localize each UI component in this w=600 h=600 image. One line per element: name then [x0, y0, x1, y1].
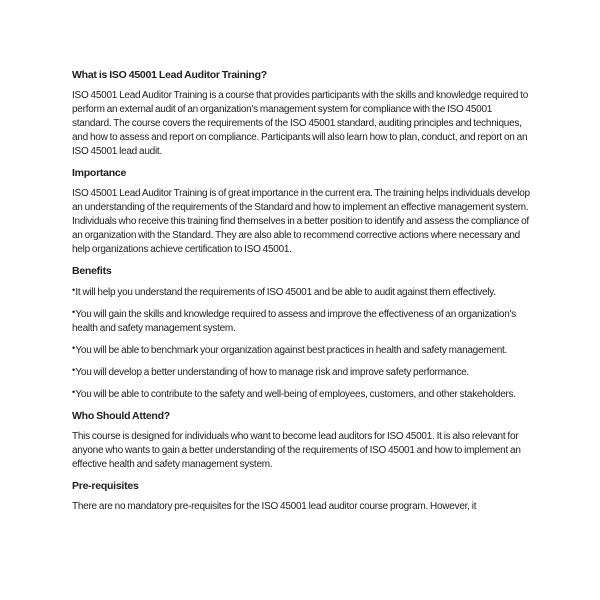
benefit-item-1 — [72, 285, 530, 300]
benefit-item-2 — [72, 307, 530, 336]
benefit-item-5-text: You will be able to contribute to the safety and well-being of employees, customers, and other stakeholders. — [75, 389, 516, 400]
benefit-item-4-text: You will develop a better understanding of how to manage risk and improve safety performance. — [75, 367, 469, 378]
bullet-marker: • — [72, 386, 75, 397]
benefit-item-1-text: It will help you understand the requirements of ISO 45001 and be able to audit against them effectively. — [75, 287, 496, 298]
benefit-item-5 — [72, 387, 530, 402]
paragraph-pre-requisites-description: There are no mandatory pre-requisites for the ISO 45001 lead auditor course program. However, it — [72, 501, 477, 512]
benefit-item-3 — [72, 343, 530, 358]
bullet-marker: • — [72, 284, 75, 295]
heading-importance: Importance — [72, 167, 127, 179]
heading-pre-requisites: Pre-requisites — [72, 480, 139, 492]
heading-who-should-attend: Who Should Attend? — [72, 410, 170, 422]
paragraph-who-should-attend-description: This course is designed for individuals who want to become lead auditors for ISO 45001. It is also relevant for anyone who wants to gain a better understanding of the requirements of ISO 45001 and how to implement an effective health and safety management system. — [72, 431, 521, 470]
bullet-marker: • — [72, 342, 75, 353]
paragraph-importance-description: ISO 45001 Lead Auditor Training is of great importance in the current era. The training helps individuals develop an understanding of the requirements of the Standard and how to implement an effective management system. Individuals who receive this training find themselves in a better position to identify and assess the compliance of an organization with the Standard. They are also able to recommend corrective actions where necessary and help organizations achieve certification to ISO 45001. — [72, 188, 530, 255]
benefit-item-4 — [72, 365, 530, 380]
benefit-item-3-text: You will be able to benchmark your organization against best practices in health and safety management. — [75, 345, 508, 356]
heading-benefits: Benefits — [72, 265, 112, 277]
benefit-item-2-text: You will gain the skills and knowledge required to assess and improve the effectiveness of an organization's health and safety management system. — [72, 309, 516, 334]
bullet-marker: • — [72, 306, 75, 317]
paragraph-what-is-description: ISO 45001 Lead Auditor Training is a course that provides participants with the skills and knowledge required to perform an external audit of an organization's management system for compliance with the ISO 45001 standard. The course covers the requirements of the ISO 45001 standard, auditing principles and techniques, and how to assess and report on compliance. Participants will also learn how to plan, conduct, and report on an ISO 45001 lead audit. — [72, 90, 529, 157]
heading-what-is-iso-45001-lead-auditor-training: What is ISO 45001 Lead Auditor Training? — [72, 69, 267, 81]
bullet-marker: • — [72, 364, 75, 375]
